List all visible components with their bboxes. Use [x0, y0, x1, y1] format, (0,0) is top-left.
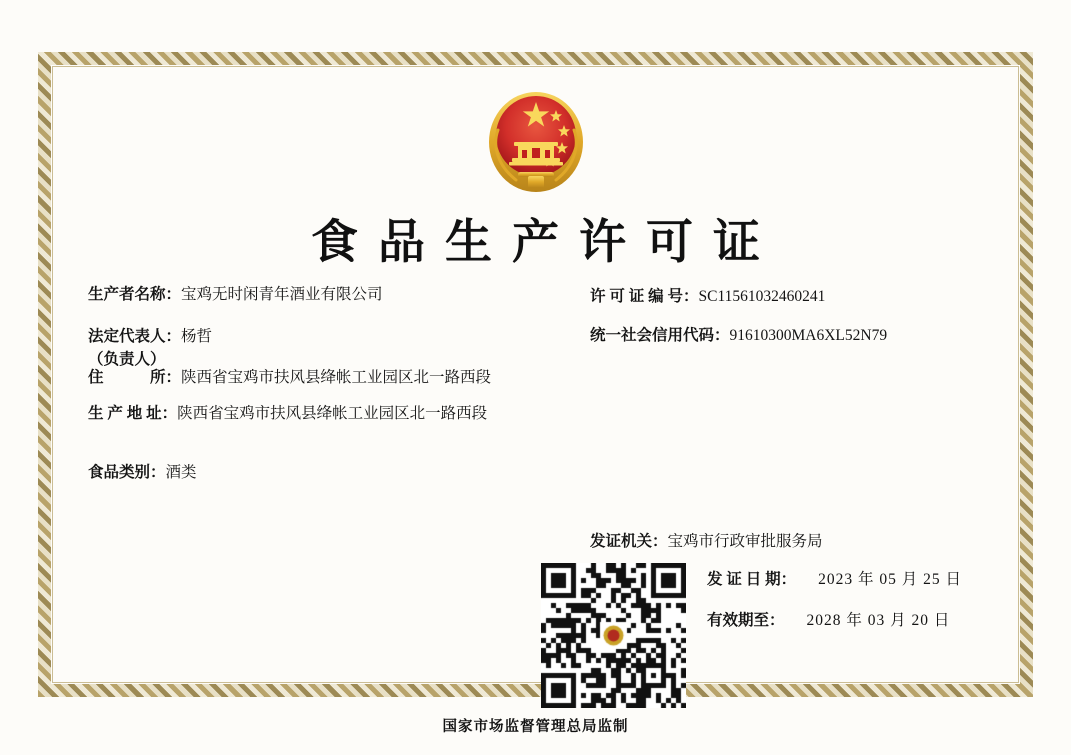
field-valid-until-label: 有效期至：	[707, 612, 785, 629]
field-production-address	[88, 404, 487, 424]
field-issuing-authority	[590, 532, 823, 552]
page-title: 食品生产许可证	[311, 217, 780, 269]
field-producer	[88, 285, 383, 305]
field-valid-until-date	[707, 611, 950, 631]
field-credit-code-label: 统一社会信用代码：	[590, 327, 730, 344]
field-license-number-value: SC11561032460241	[698, 288, 826, 305]
field-legal-subtitle	[88, 350, 166, 370]
field-food-category-label: 食品类别：	[88, 464, 166, 481]
field-address-value: 陕西省宝鸡市扶风县绛帐工业园区北一路西段	[181, 369, 492, 386]
field-issuing-authority-value: 宝鸡市行政审批服务局	[667, 533, 823, 550]
field-legal-value: 杨哲	[181, 328, 213, 345]
field-producer-label: 生产者名称：	[88, 286, 182, 303]
field-license-number-label: 许 可 证 编 号：	[590, 288, 699, 305]
field-legal-label: 法定代表人	[88, 328, 166, 345]
national-emblem-icon	[478, 84, 594, 200]
field-producer-value: 宝鸡无时闲青年酒业有限公司	[181, 286, 383, 303]
field-legal-colon: ：	[165, 328, 182, 345]
field-issue-date-value: 2023 年 05 月 25 日	[818, 571, 963, 588]
field-address	[88, 368, 491, 388]
field-food-category-value: 酒类	[165, 464, 197, 481]
field-production-address-value: 陕西省宝鸡市扶风县绛帐工业园区北一路西段	[177, 405, 488, 422]
field-legal-representative	[88, 327, 212, 347]
qr-code	[541, 563, 686, 708]
field-credit-code-value: 91610300MA6XL52N79	[729, 327, 888, 344]
field-valid-until-value: 2028 年 03 月 20 日	[806, 612, 951, 629]
field-issuing-authority-label: 发证机关：	[590, 533, 668, 550]
field-food-category	[88, 463, 197, 483]
field-address-label: 住 所：	[88, 369, 182, 386]
field-issue-date	[707, 570, 962, 590]
field-credit-code	[590, 326, 887, 346]
field-license-number	[590, 287, 825, 307]
field-production-address-label: 生 产 地 址：	[88, 405, 178, 422]
field-issue-date-label: 发 证 日 期：	[707, 571, 797, 588]
field-legal-label2: （负责人）	[88, 351, 166, 368]
footer-text: 国家市场监督管理总局监制	[442, 719, 629, 735]
